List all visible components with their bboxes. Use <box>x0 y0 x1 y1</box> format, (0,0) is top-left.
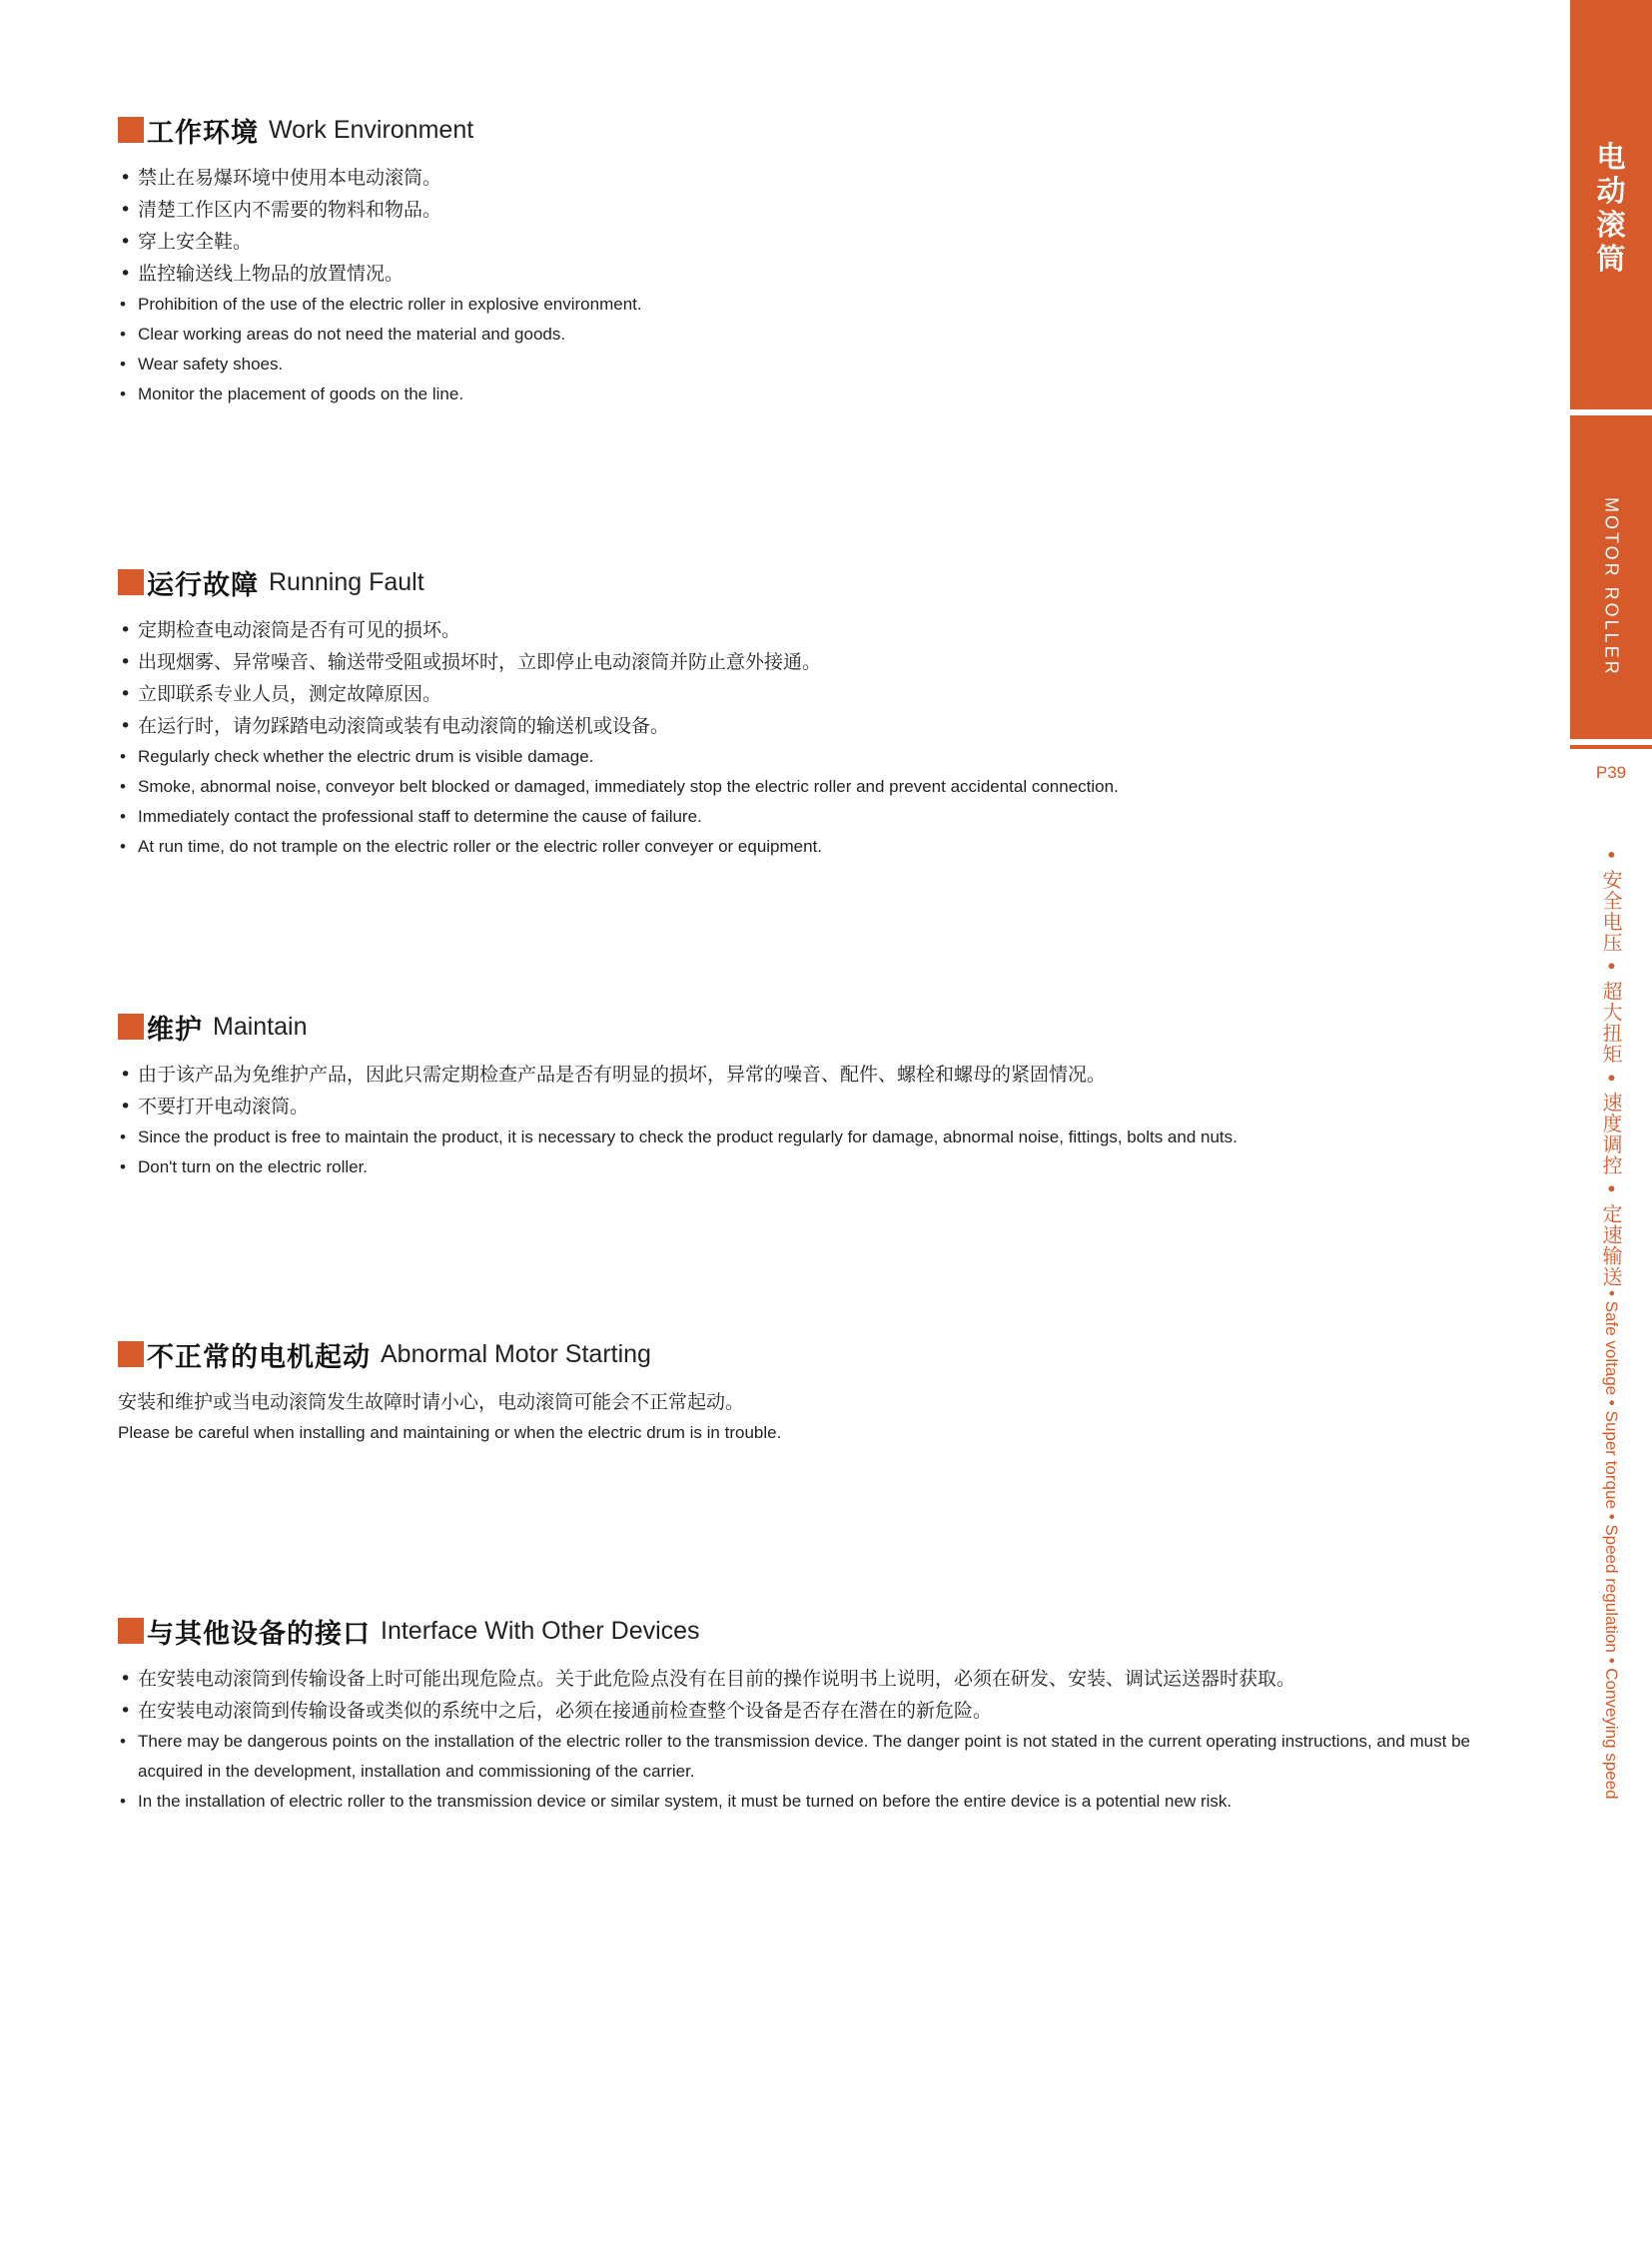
list-item: • 在安装电动滚筒到传输设备上时可能出现危险点。关于此危险点没有在目前的操作说明书上说明，必须在研发、安装、调试运送器时获取。 <box>118 1663 1476 1695</box>
list-item: • Smoke, abnormal noise, conveyor belt blocked or damaged, immediately stop the electric roller and prevent accidental connection. <box>118 772 1476 802</box>
list-item: • Wear safety shoes. <box>118 350 1476 379</box>
section-heading <box>118 110 1476 150</box>
section-title-cn: 运行故障 <box>147 569 259 601</box>
section-title-en: Maintain <box>213 1012 308 1041</box>
section-title-en: Running Fault <box>269 567 424 596</box>
sidebar-divider <box>1570 745 1652 749</box>
list-item: • 清楚工作区内不需要的物料和物品。 <box>118 194 1476 226</box>
section-heading <box>118 1007 1476 1047</box>
sidebar-title-char: 电 <box>1596 140 1626 174</box>
section-interface <box>118 1611 1476 1817</box>
feature-cn: • 超大扭矩 <box>1599 953 1623 1065</box>
list-item: • Since the product is free to maintain the product, it is necessary to check the product regularly for damage, abnormal noise, fittings, bolts and nuts. <box>118 1122 1476 1152</box>
heading-square-icon <box>118 117 144 143</box>
section-title-cn: 工作环境 <box>147 117 259 149</box>
list-item: • 不要打开电动滚筒。 <box>118 1091 1476 1122</box>
section-title-en: Interface With Other Devices <box>381 1616 700 1645</box>
list-item: • 由于该产品为免维护产品，因此只需定期检查产品是否有明显的损坏，异常的噪音、配件、螺栓和螺母的紧固情况。 <box>118 1059 1476 1091</box>
item-list <box>118 614 1476 862</box>
list-item: • Immediately contact the professional staff to determine the cause of failure. <box>118 802 1476 832</box>
section-work-environment <box>118 110 1476 409</box>
item-list <box>118 1059 1476 1182</box>
list-item: • Regularly check whether the electric drum is visible damage. <box>118 742 1476 772</box>
body-text-cn: 安装和维护或当电动滚筒发生故障时请小心，电动滚筒可能会不正常起动。 <box>118 1391 745 1413</box>
sidebar-subtitle-tab <box>1570 415 1652 739</box>
sidebar-title-en: MOTOR ROLLER <box>1601 497 1622 677</box>
sidebar-title-char: 筒 <box>1596 242 1626 276</box>
item-list <box>118 162 1476 409</box>
section-running-fault <box>118 562 1476 862</box>
feature-en: • Conveying speed <box>1602 1653 1621 1800</box>
sidebar-title-char: 滚 <box>1596 208 1626 242</box>
section-maintain <box>118 1007 1476 1182</box>
sidebar-title-cn <box>1570 140 1652 276</box>
item-list <box>118 1663 1476 1817</box>
list-item: • 在运行时，请勿踩踏电动滚筒或装有电动滚筒的输送机或设备。 <box>118 710 1476 742</box>
sidebar-title-tab <box>1570 0 1652 409</box>
list-item: • In the installation of electric roller to the transmission device or similar system, it must be turned on before the entire device is a potential new risk. <box>118 1787 1476 1817</box>
section-title-cn: 与其他设备的接口 <box>147 1618 371 1650</box>
list-item: • 禁止在易爆环境中使用本电动滚筒。 <box>118 162 1476 194</box>
list-item: • 出现烟雾、异常噪音、输送带受阻或损坏时，立即停止电动滚筒并防止意外接通。 <box>118 646 1476 678</box>
feature-cn: • 速度调控 <box>1599 1065 1623 1176</box>
section-heading <box>118 562 1476 602</box>
section-heading <box>118 1611 1476 1651</box>
section-title-en: Abnormal Motor Starting <box>381 1339 651 1368</box>
page-number: P39 <box>1595 763 1627 782</box>
features-list-cn <box>1596 849 1626 1287</box>
list-item: • 监控输送线上物品的放置情况。 <box>118 258 1476 290</box>
features-list-en <box>1596 1290 1626 1800</box>
sidebar-title-char: 动 <box>1596 174 1626 208</box>
list-item: • Prohibition of the use of the electric roller in explosive environment. <box>118 290 1476 320</box>
heading-square-icon <box>118 569 144 595</box>
list-item: • 在安装电动滚筒到传输设备或类似的系统中之后，必须在接通前检查整个设备是否存在潜在的新危险。 <box>118 1695 1476 1727</box>
list-item: • Clear working areas do not need the material and goods. <box>118 320 1476 350</box>
feature-en: • Speed regulation <box>1602 1509 1621 1653</box>
section-heading <box>118 1334 1476 1374</box>
list-item: • At run time, do not trample on the electric roller or the electric roller conveyer or equipment. <box>118 832 1476 862</box>
section-title-cn: 维护 <box>147 1014 203 1046</box>
section-title-en: Work Environment <box>269 115 474 144</box>
heading-square-icon <box>118 1341 144 1367</box>
list-item: • There may be dangerous points on the installation of the electric roller to the transmission device. The danger point is not stated in the current operating instructions, and must be acquired in the development, installation and commissioning of the carrier. <box>118 1727 1476 1787</box>
list-item: • 定期检查电动滚筒是否有可见的损坏。 <box>118 614 1476 646</box>
feature-cn: • 定速输送 <box>1599 1175 1623 1287</box>
section-abnormal-motor-starting <box>118 1334 1476 1448</box>
list-item: • Monitor the placement of goods on the line. <box>118 379 1476 409</box>
list-item: • 穿上安全鞋。 <box>118 226 1476 258</box>
feature-en: • Safe voltage <box>1602 1290 1621 1395</box>
heading-square-icon <box>118 1014 144 1040</box>
feature-en: • Super torque <box>1602 1395 1621 1509</box>
section-title-cn: 不正常的电机起动 <box>147 1341 371 1373</box>
body-text-en: Please be careful when installing and maintaining or when the electric drum is in trouble. <box>118 1423 782 1442</box>
list-item: • 立即联系专业人员，测定故障原因。 <box>118 678 1476 710</box>
section-body <box>118 1386 1476 1448</box>
feature-cn: • 安全电压 <box>1599 849 1623 953</box>
heading-square-icon <box>118 1618 144 1644</box>
list-item: • Don't turn on the electric roller. <box>118 1152 1476 1182</box>
